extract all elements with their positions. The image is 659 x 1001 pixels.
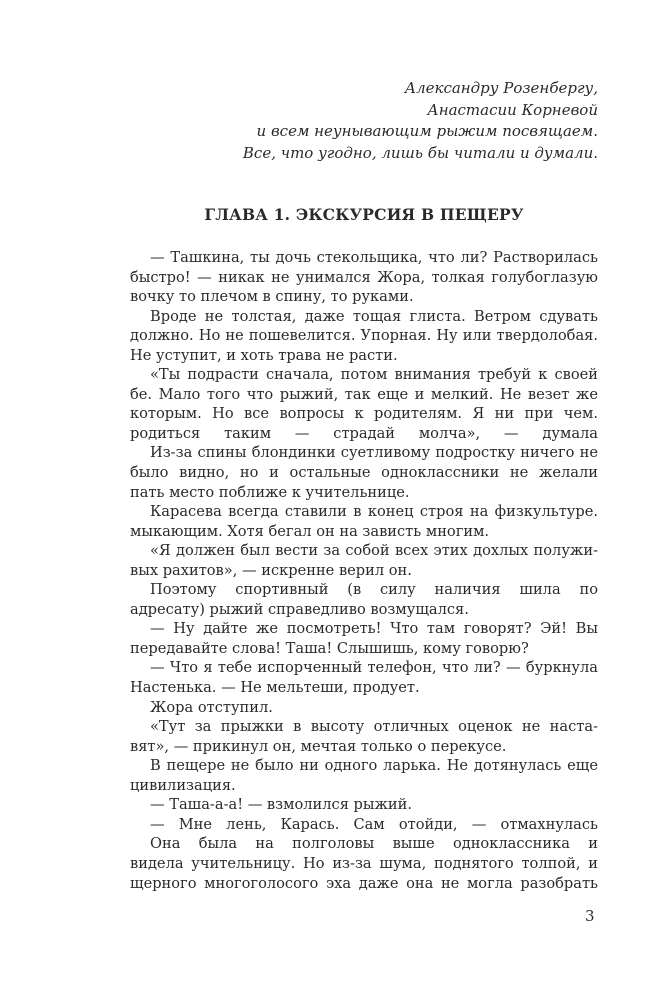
text-line: передавайте слова! Таша! Слышишь, кому говорю? — [130, 639, 529, 657]
page-number: 3 — [585, 907, 595, 925]
text-line: Поэтому спортивный (в силу наличия шила по — [150, 581, 598, 599]
text-line: — Что я тебе испорченный телефон, что ли? — буркнула — [150, 659, 598, 677]
epigraph-line: Александру Розенбергу, — [404, 79, 598, 97]
text-line: родиться таким — страдай молча», — думала — [130, 424, 598, 442]
text-line: Карасева всегда ставили в конец строя на физкультуре. — [150, 503, 598, 521]
text-line: мыкающим. Хотя бегал он на зависть многим. — [130, 522, 490, 540]
text-line: «Ты подрасти сначала, потом внимания требуй к своей — [150, 366, 598, 384]
text-line: Из-за спины блондинки суетливому подростку ничего не — [150, 444, 598, 462]
epigraph-line: Все, что угодно, лишь бы читали и думали. — [242, 144, 598, 163]
chapter-title: ГЛАВА 1. ЭКСКУРСИЯ В ПЕЩЕРУ — [204, 205, 524, 224]
text-line: «Тут за прыжки в высоту отличных оценок не наста- — [150, 718, 598, 736]
text-line: быстро! — никак не унимался Жора, толкая голубоглазую — [130, 268, 598, 286]
epigraph-line: и всем неунывающим рыжим посвящаем. — [256, 122, 598, 141]
epigraph — [243, 78, 598, 165]
body-text — [130, 248, 598, 893]
text-line: Не уступит, и хоть трава не расти. — [130, 346, 398, 364]
text-line: — Ну дайте же посмотреть! Что там говорят? Эй! Вы — [150, 620, 598, 638]
text-line: бе. Мало того что рыжий, так еще и мелкий. Не везет же — [130, 385, 598, 403]
text-line: видела учительницу. Но из-за шума, поднятого толпой, и — [130, 854, 598, 872]
text-line: — Таша-а-а! — взмолился рыжий. — [150, 796, 413, 814]
text-line: цивилизация. — [130, 776, 236, 794]
text-line: вят», — прикинул он, мечтая только о перекусе. — [130, 737, 507, 755]
text-line: должно. Но не пошевелится. Упорная. Ну или твердолобая. — [130, 327, 598, 345]
text-line: Она была на полголовы выше одноклассника и — [150, 835, 598, 853]
text-line: Вроде не толстая, даже тощая глиста. Ветром сдувать — [150, 307, 598, 325]
text-line: — Мне лень, Карась. Сам отойди, — отмахнулась — [150, 815, 598, 833]
text-line: Жора отступил. — [150, 698, 273, 716]
text-line: Настенька. — Не мельтеши, продует. — [130, 679, 420, 697]
text-line: адресату) рыжий справедливо возмущался. — [130, 600, 469, 618]
text-line: которым. Но все вопросы к родителям. Я ни при чем. — [130, 405, 598, 423]
text-line: щерного многоголосого эха даже она не могла разобрать — [130, 874, 598, 892]
text-line: В пещере не было ни одного ларька. Не дотянулась еще — [150, 757, 598, 775]
text-line: пать место поближе к учительнице. — [130, 483, 410, 501]
text-line: — Ташкина, ты дочь стекольщика, что ли? Растворилась — [150, 249, 598, 266]
text-line: вых рахитов», — искренне верил он. — [130, 561, 412, 579]
text-line: «Я должен был вести за собой всех этих дохлых полужи- — [150, 542, 598, 560]
epigraph-line: Анастасии Корневой — [427, 100, 598, 119]
text-line: вочку то плечом в спину, то руками. — [130, 288, 414, 306]
text-line: было видно, но и остальные одноклассники не желали — [130, 464, 598, 482]
